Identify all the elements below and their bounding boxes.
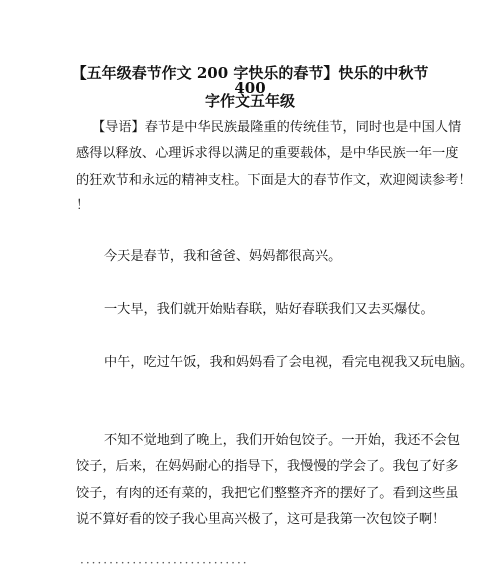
paragraph-4-line-4: 说不算好看的饺子我心里高兴极了，这可是我第一次包饺子啊！ (76, 512, 446, 527)
intro-line-2: 感得以释放、心理诉求得以满足的重要载体，是中华民族一年一度 (76, 146, 459, 161)
intro-line-4: ！ (76, 198, 90, 213)
paragraph-1: 今天是春节，我和爸爸、妈妈都很高兴。 (104, 249, 342, 264)
intro-line-1: 【导语】春节是中华民族最隆重的传统佳节，同时也是中国人情 (92, 120, 462, 135)
intro-line-3: 的狂欢节和永远的精神支柱。下面是大的春节作文，欢迎阅读参考！ (76, 173, 472, 188)
document-title-line-1: 【五年级春节作文 200 字快乐的春节】快乐的中秋节 400 (71, 64, 429, 97)
paragraph-2: 一大早，我们就开始贴春联，贴好春联我们又去买爆仗。 (104, 302, 434, 317)
document-title-line-2: 字作文五年级 (204, 92, 295, 110)
paragraph-4-line-3: 饺子，有肉的还有菜的，我把它们整整齐齐的摆好了。看到这些虽 (76, 486, 459, 501)
paragraph-4-line-1: 不知不觉地到了晚上，我们开始包饺子。一开始，我还不会包 (104, 433, 461, 448)
paragraph-4-line-2: 饺子，后来，在妈妈耐心的指导下，我慢慢的学会了。我包了好多 (76, 459, 459, 474)
cut-off-text-line: ····························· (80, 557, 249, 566)
paragraph-3: 中午，吃过午饭，我和妈妈看了会电视，看完电视我又玩电脑。 (104, 355, 474, 370)
